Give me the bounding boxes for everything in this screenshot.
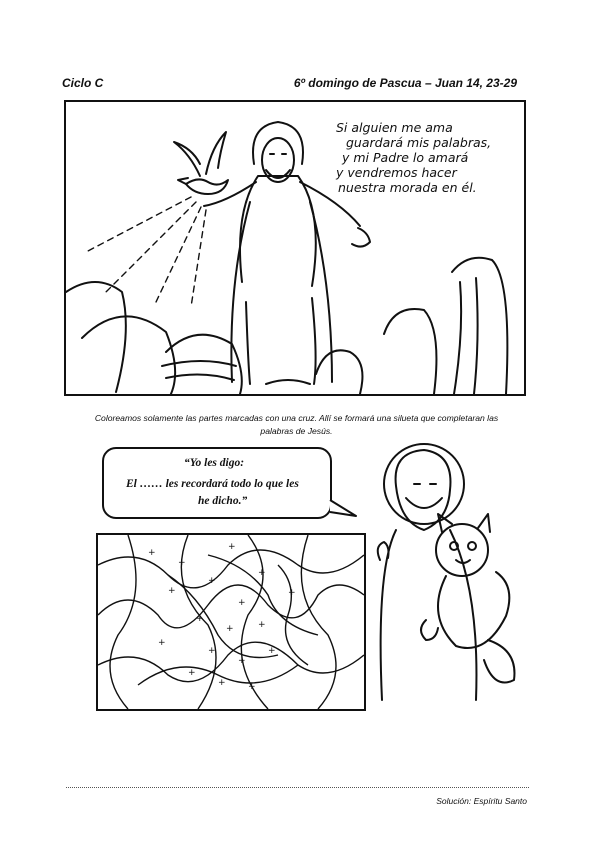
quote-line: Si alguien me ama <box>336 120 453 135</box>
activity-instructions <box>64 412 529 438</box>
dove-icon <box>174 132 228 194</box>
crowd-figures <box>66 258 507 394</box>
speech-bubble <box>102 447 332 519</box>
svg-text:+: + <box>208 646 216 656</box>
jesus-with-cat-illustration <box>366 440 536 708</box>
svg-text:+: + <box>268 646 276 656</box>
svg-text:+: + <box>148 548 156 558</box>
footer-divider <box>66 787 529 788</box>
svg-text:+: + <box>258 568 266 578</box>
svg-text:+: + <box>258 620 266 630</box>
coloring-puzzle <box>96 533 366 711</box>
instructions-line: palabras de Jesús. <box>260 426 333 436</box>
instructions-line: Coloreamos solamente las partes marcadas con una cruz. Allí se formará una silueta que completaran las <box>94 413 499 423</box>
bubble-line: “Yo les digo: <box>184 457 245 469</box>
svg-text:+: + <box>218 678 226 688</box>
quote-line: y mi Padre lo amará <box>342 150 469 165</box>
svg-text:+: + <box>238 598 246 608</box>
gospel-reference: 6º domingo de Pascua – Juan 14, 23-29 <box>293 76 517 90</box>
cat-icon <box>421 514 514 683</box>
svg-text:+: + <box>158 638 166 648</box>
bubble-tail <box>328 498 358 520</box>
quote-line: y vendremos hacer <box>336 165 457 180</box>
svg-text:+: + <box>228 542 236 552</box>
bubble-line: he dicho.” <box>198 495 248 507</box>
svg-text:+: + <box>178 558 186 568</box>
quote-line: nuestra morada en él. <box>338 180 477 195</box>
quote-line: guardará mis palabras, <box>346 135 492 150</box>
svg-text:+: + <box>226 624 234 634</box>
puzzle-shapes <box>98 535 364 709</box>
top-scene-frame <box>64 100 526 396</box>
svg-text:+: + <box>288 588 296 598</box>
svg-text:+: + <box>208 576 216 586</box>
svg-text:+: + <box>238 656 246 666</box>
svg-text:+: + <box>188 668 196 678</box>
svg-text:+: + <box>248 682 256 692</box>
svg-text:+: + <box>196 614 204 624</box>
cycle-label: Ciclo C <box>62 76 104 90</box>
svg-text:+: + <box>168 586 176 596</box>
bubble-line: El …… les recordará todo lo que les <box>126 478 299 490</box>
solution-text: Solución: Espíritu Santo <box>436 796 527 806</box>
jesus-quote <box>336 120 516 195</box>
